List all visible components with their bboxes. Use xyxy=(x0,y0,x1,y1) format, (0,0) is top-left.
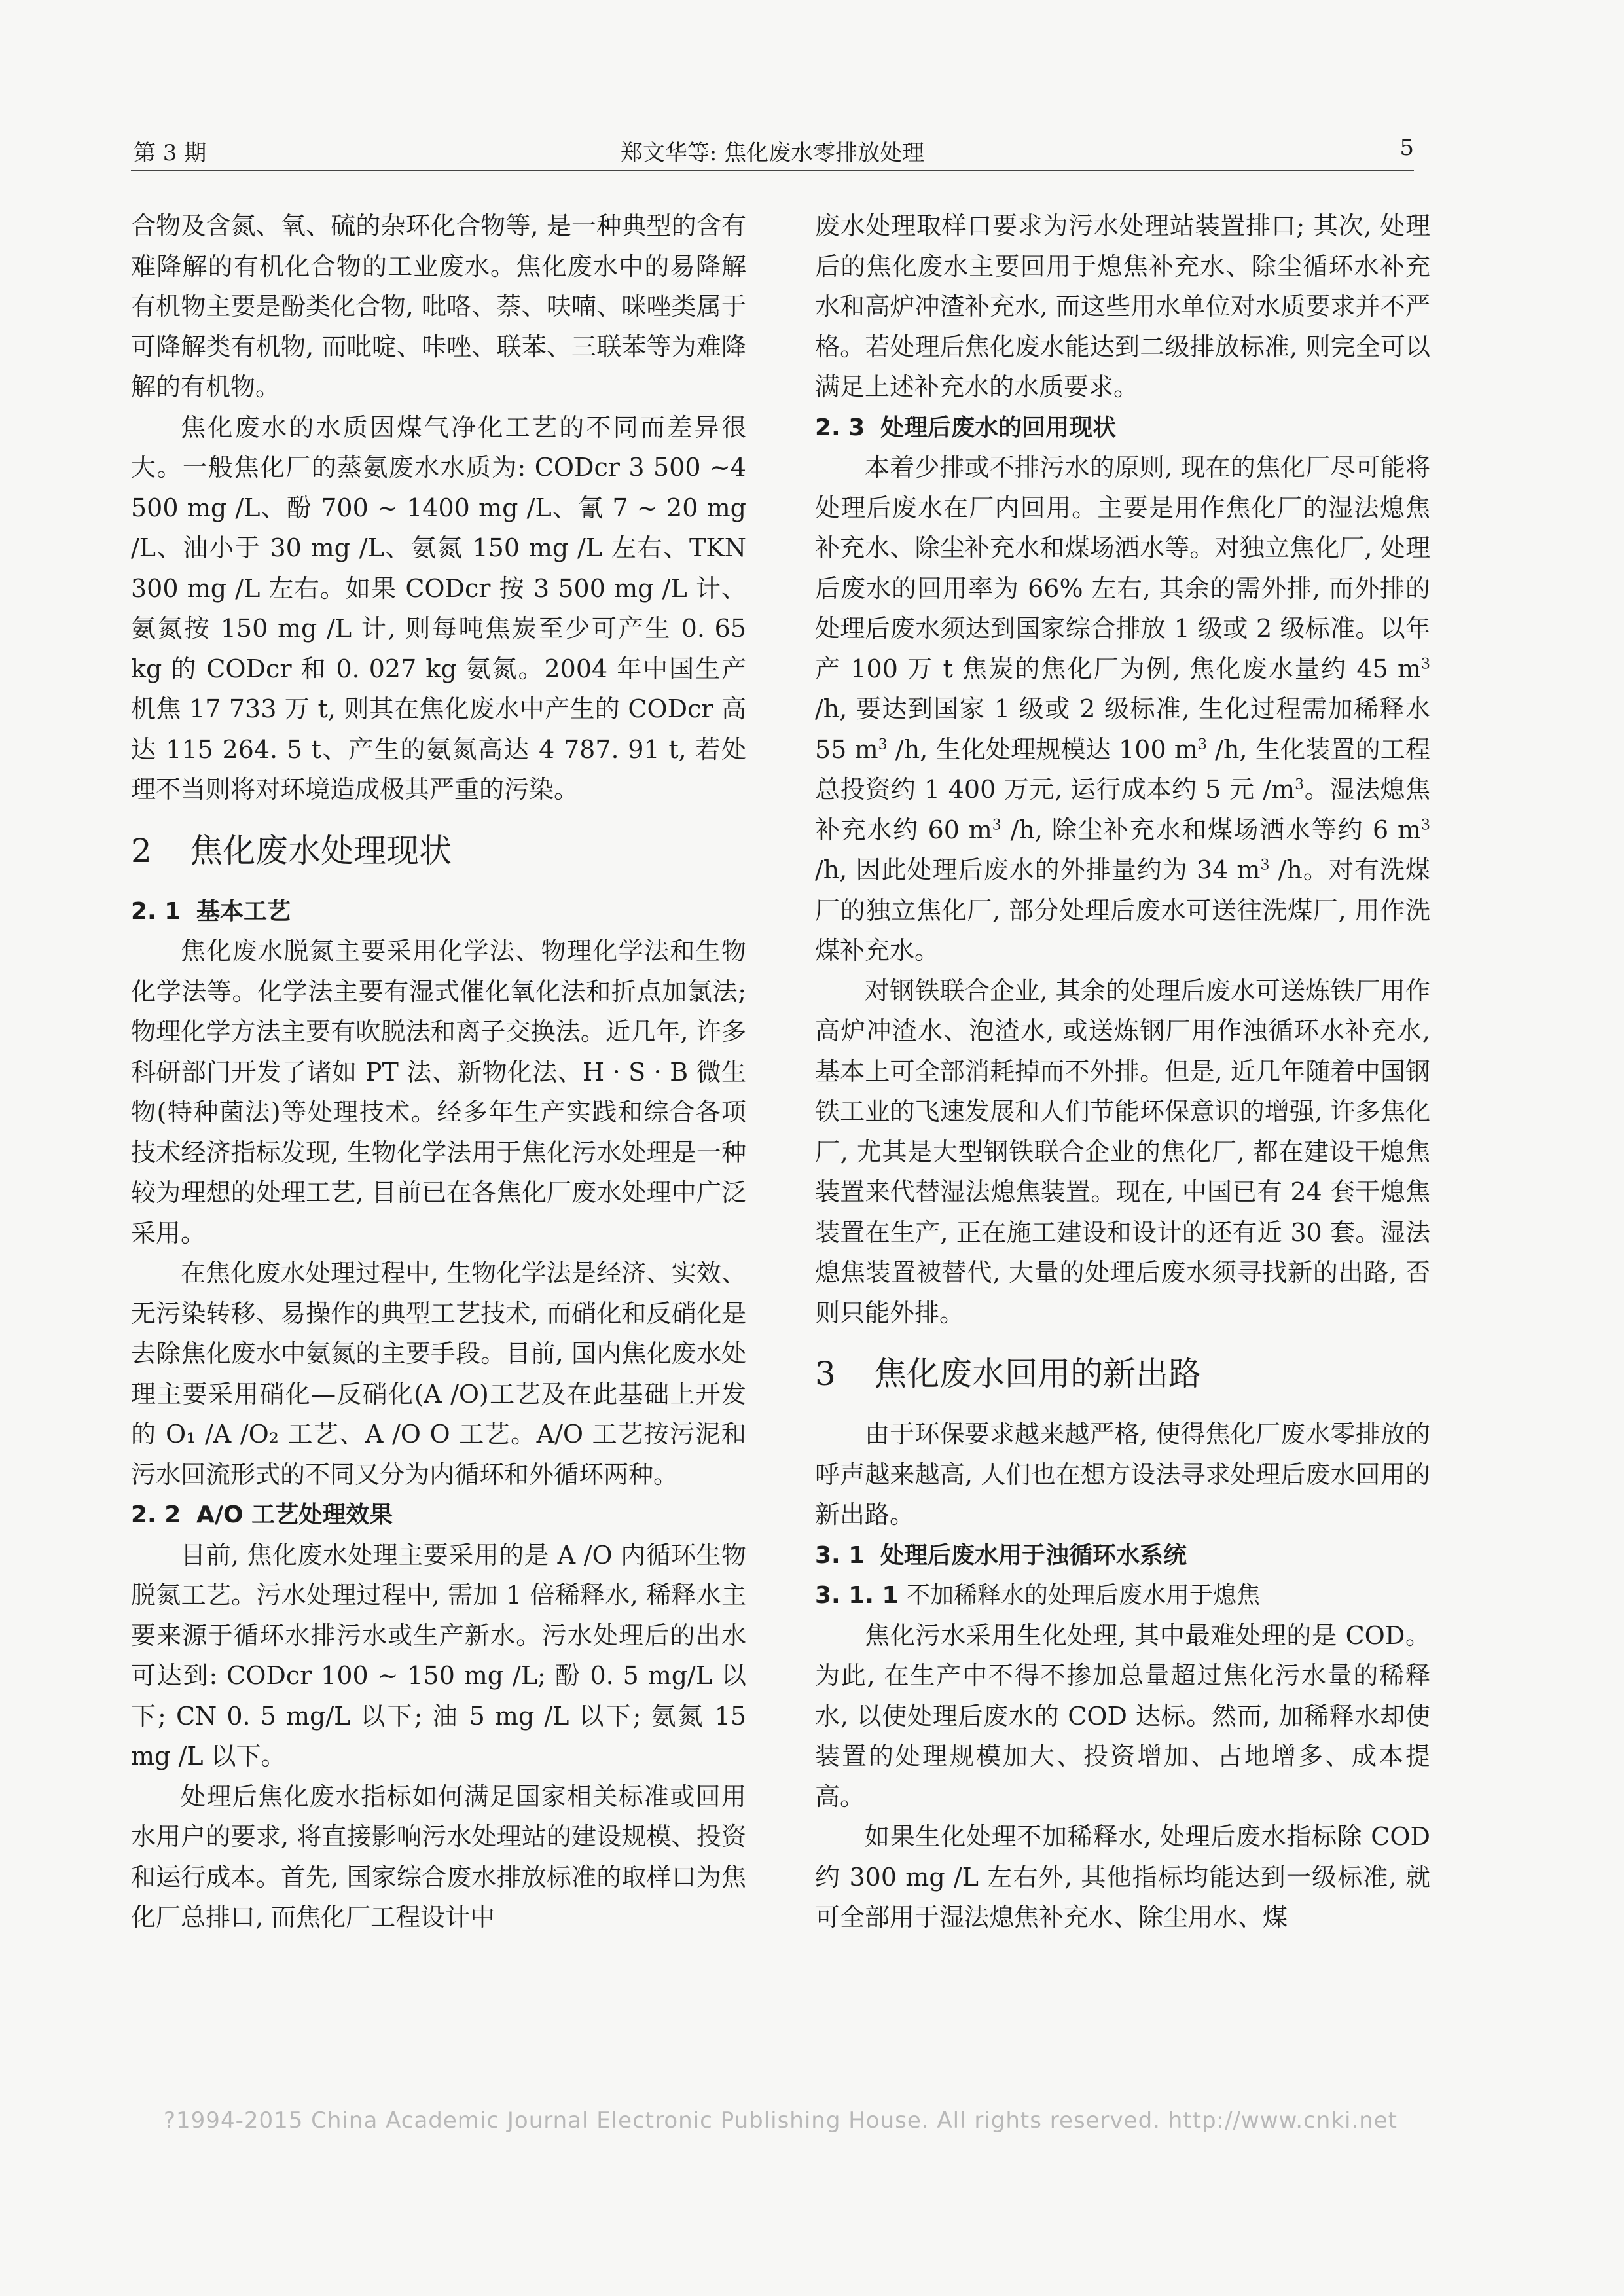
text-run: /h, 除尘补充水和煤场洒水等约 6 m xyxy=(1001,815,1421,844)
right-column xyxy=(815,206,1430,1938)
paragraph: 对钢铁联合企业, 其余的处理后废水可送炼铁厂用作高炉冲渣水、泡渣水, 或送炼钢厂用作浊循环水补充水, 基本上可全部消耗掉而不外排。但是, 近几年随着中国钢铁工业的飞速发展和人们节能环保意识的增强, 许多焦化厂, 尤其是大型钢铁联合企业的焦化厂, 都在建设干熄焦装置来代替湿法熄焦装置。现在, 中国已有 24 套干熄焦装置在生产, 正在施工建设和设计的还有近 30 套。湿法熄焦装置被替代, 大量的处理后废水须寻找新的出路, 否则只能外排。 xyxy=(815,976,1430,1327)
paragraph xyxy=(815,448,1430,971)
paragraph: 焦化废水的水质因煤气净化工艺的不同而差异很大。一般焦化厂的蒸氨废水水质为: CODcr 3 500 ~4 500 mg /L、酚 700 ~ 1400 mg /L、氰 7 ~ 20 mg /L、油小于 30 mg /L、氨氮 150 mg /L 左右、TKN 300 mg /L 左右。如果 CODcr 按 3 500 mg /L 计、氨氮按 150 mg /L 计, 则每吨焦炭至少可产生 0. 65 kg 的 CODcr 和 0. 027 kg 氨氮。2004 年中国生产机焦 17 733 万 t, 则其在焦化废水中产生的 CODcr 高达 115 264. 5 t、产生的氨氮高达 4 787. 91 t, 若处理不当则将对环境造成极其严重的污染。 xyxy=(131,412,746,804)
page-number: 5 xyxy=(1399,135,1414,161)
text-run: /h。对有洗煤厂的独立焦化厂, 部分处理后废水可送往洗煤厂, 用作洗煤补充水。 xyxy=(815,855,1431,965)
paragraph: 焦化污水采用生化处理, 其中最难处理的是 COD。为此, 在生产中不得不掺加总量超过焦化污水量的稀释水, 以使处理后废水的 COD 达标。然而, 加稀释水却使装置的处理规模加大、投资增加、占地增多、成本提高。 xyxy=(815,1621,1430,1811)
paragraph: 处理后焦化废水指标如何满足国家相关标准或回用水用户的要求, 将直接影响污水处理站的建设规模、投资和运行成本。首先, 国家综合废水排放标准的取样口为焦化厂总排口, 而焦化厂工程设计中 xyxy=(131,1782,746,1931)
superscript: 3 xyxy=(1421,816,1430,833)
subsection-number: 3. 1 xyxy=(815,1541,865,1569)
text-run: /h, 要达到国家 1 级或 2 级标准, 生化过程需加稀释水 55 m xyxy=(815,694,1430,764)
subsection-heading xyxy=(815,1535,1430,1576)
copyright-footer: ?1994-2015 China Academic Journal Electronic Publishing House. All rights reserved. http://www.cnki.net xyxy=(164,2108,1398,2134)
superscript: 3 xyxy=(1197,736,1207,753)
subsubsection-title: 不加稀释水的处理后废水用于熄焦 xyxy=(907,1582,1261,1609)
subsection-heading xyxy=(131,891,746,932)
subsection-number: 2. 2 xyxy=(131,1501,181,1528)
subsection-title: 处理后废水用于浊循环水系统 xyxy=(880,1541,1187,1569)
paragraph: 目前, 焦化废水处理主要采用的是 A /O 内循环生物脱氮工艺。污水处理过程中, 需加 1 倍稀释水, 稀释水主要来源于循环水排污水或生产新水。污水处理后的出水可达到: CODcr 100 ~ 150 mg /L; 酚 0. 5 mg/L 以下; CN 0. 5 mg/L 以下; 油 5 mg /L 以下; 氨氮 15 mg /L 以下。 xyxy=(131,1540,746,1770)
paragraph: 如果生化处理不加稀释水, 处理后废水指标除 COD 约 300 mg /L 左右外, 其他指标均能达到一级标准, 就可全部用于湿法熄焦补充水、除尘用水、煤 xyxy=(815,1822,1430,1931)
left-column xyxy=(131,206,746,1938)
section-title: 焦化废水处理现状 xyxy=(190,831,452,870)
section-number: 3 xyxy=(815,1355,836,1393)
superscript: 3 xyxy=(1260,857,1270,874)
subsubsection-heading xyxy=(815,1575,1430,1616)
text-run: /h, 生化处理规模达 100 m xyxy=(887,734,1198,764)
running-title: 郑文华等: 焦化废水零排放处理 xyxy=(620,140,925,166)
superscript: 3 xyxy=(992,816,1001,833)
section-title: 焦化废水回用的新出路 xyxy=(874,1355,1201,1393)
subsection-title: A/O 工艺处理效果 xyxy=(196,1501,393,1528)
subsubsection-number: 3. 1. 1 xyxy=(815,1582,899,1609)
subsection-number: 2. 1 xyxy=(131,897,181,925)
subsection-heading xyxy=(131,1495,746,1535)
subsection-heading xyxy=(815,408,1430,448)
subsection-number: 2. 3 xyxy=(815,414,865,441)
issue-number: 第 3 期 xyxy=(134,140,207,166)
superscript: 3 xyxy=(1295,776,1305,793)
superscript: 3 xyxy=(878,736,888,753)
paragraph: 焦化废水脱氮主要采用化学法、物理化学法和生物化学法等。化学法主要有湿式催化氧化法和折点加氯法; 物理化学方法主要有吹脱法和离子交换法。近几年, 许多科研部门开发了诸如 PT 法、新物化法、H · S · B 微生物(特种菌法)等处理技术。经多年生产实践和综合各项技术经济指标发现, 生物化学法用于焦化污水处理是一种较为理想的处理工艺, 目前已在各焦化厂废水处理中广泛采用。 xyxy=(131,937,746,1247)
subsection-title: 处理后废水的回用现状 xyxy=(880,414,1117,441)
running-header xyxy=(131,131,1414,171)
section-heading xyxy=(815,1348,1430,1400)
paragraph: 废水处理取样口要求为污水处理站装置排口; 其次, 处理后的焦化废水主要回用于熄焦补充水、除尘循环水补充水和高炉冲渣补充水, 而这些用水单位对水质要求并不严格。若处理后焦化废水能达到二级排放标准, 则完全可以满足上述补充水的水质要求。 xyxy=(815,211,1430,401)
text-run: /h, 因此处理后废水的外排量约为 34 m xyxy=(815,855,1261,884)
subsection-title: 基本工艺 xyxy=(196,897,291,925)
superscript: 3 xyxy=(1421,655,1430,672)
text-run: 。湿法熄焦补充水约 60 m xyxy=(815,775,1430,844)
section-number: 2 xyxy=(131,831,152,870)
text-run: /h, 生化装置的工程总投资约 1 400 万元, 运行成本约 5 元 /m xyxy=(815,734,1430,804)
paragraph: 合物及含氮、氧、硫的杂环化合物等, 是一种典型的含有难降解的有机化合物的工业废水。焦化废水中的易降解有机物主要是酚类化合物, 吡咯、萘、呋喃、咪唑类属于可降解类有机物, 而吡啶、咔唑、联苯、三联苯等为难降解的有机物。 xyxy=(131,211,746,401)
paragraph: 由于环保要求越来越严格, 使得焦化厂废水零排放的呼声越来越高, 人们也在想方设法寻求处理后废水回用的新出路。 xyxy=(815,1420,1430,1529)
text-run: 本着少排或不排污水的原则, 现在的焦化厂尽可能将处理后废水在厂内回用。主要是用作焦化厂的湿法熄焦补充水、除尘补充水和煤场洒水等。对独立焦化厂, 处理后废水的回用率为 66% 左右, 其余的需外排, 而外排的处理后废水须达到国家综合排放 1 级或 2 级标准。以年产 100 万 t 焦炭的焦化厂为例, 焦化废水量约 45 m xyxy=(815,453,1430,683)
paragraph: 在焦化废水处理过程中, 生物化学法是经济、实效、无污染转移、易操作的典型工艺技术, 而硝化和反硝化是去除焦化废水中氨氮的主要手段。目前, 国内焦化废水处理主要采用硝化—反硝化(A /O)工艺及在此基础上开发的 O₁ /A /O₂ 工艺、A /O O 工艺。A/O 工艺按污泥和污水回流形式的不同又分为内循环和外循环两种。 xyxy=(131,1259,746,1489)
section-heading xyxy=(131,825,746,877)
